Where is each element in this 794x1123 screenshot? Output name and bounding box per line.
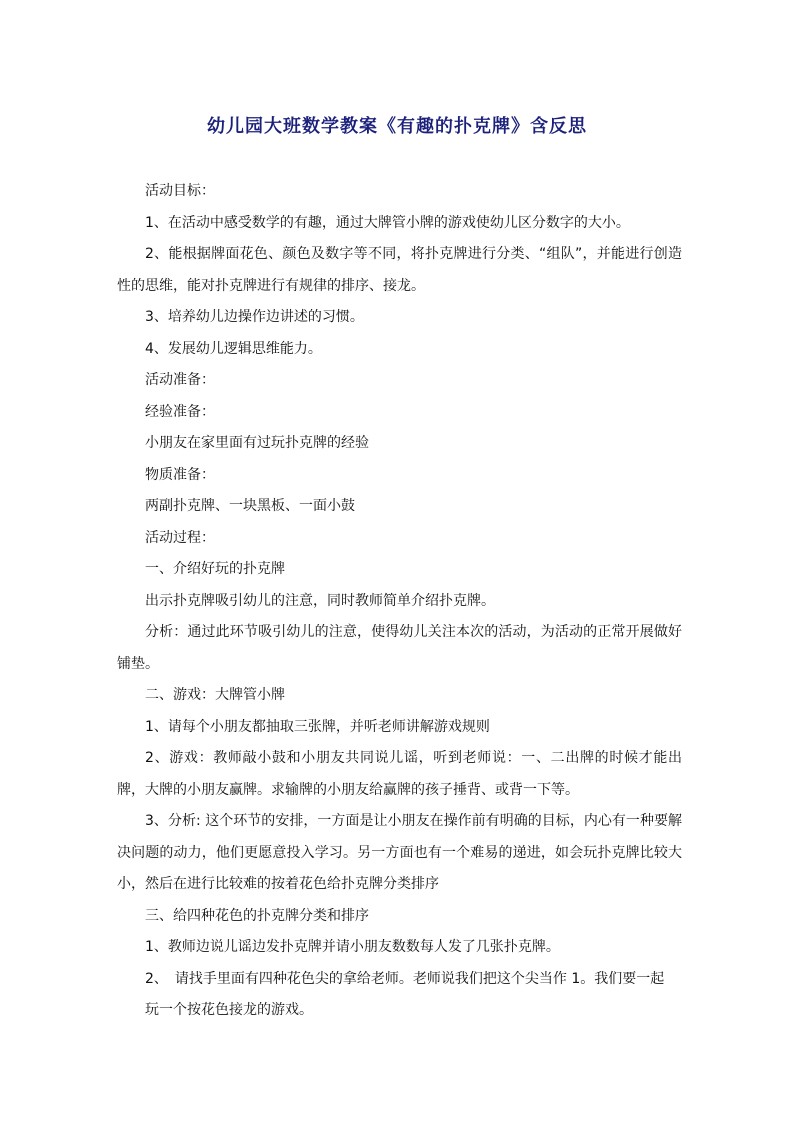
document-title: 幼儿园大班数学教案《有趣的扑克牌》含反思	[207, 116, 587, 137]
paragraph-19: 三、给四种花色的扑克牌分类和排序	[145, 907, 369, 924]
paragraph-14: 分析：通过此环节吸引幼儿的注意，使得幼儿关注本次的活动，为活动的正常开展做好铺垫。	[117, 624, 682, 672]
paragraph-2: 1、在活动中感受数学的有趣，通过大牌管小牌的游戏使幼儿区分数字的大小。	[145, 214, 630, 231]
paragraph-15: 二、游戏：大牌管小牌	[145, 687, 285, 703]
paragraph-11: 活动过程：	[145, 529, 215, 546]
paragraph-5: 4、发展幼儿逻辑思维能力。	[145, 340, 322, 357]
paragraph-22: 玩一个按花色接龙的游戏。	[145, 1002, 313, 1018]
paragraph-7: 经验准备：	[145, 403, 215, 420]
paragraph-18: 3、分析: 这个环节的安排，一方面是让小朋友在操作前有明确的目标，内心有一种要解决问题的动力，他们更愿意投入学习。另一方面也有一个难易的递进，如会玩扑克牌比较大小，然后在进行比较难的按着花色给扑克牌分类排序	[117, 813, 682, 892]
paragraph-4: 3、培养幼儿边操作边讲述的习惯。	[145, 309, 364, 325]
paragraph-12: 一、介绍好玩的扑克牌	[145, 561, 285, 577]
paragraph-9: 物质准备：	[145, 466, 215, 483]
paragraph-21: 2、 请找手里面有四种花色尖的拿给老师。老师说我们把这个尖当作 1。我们要一起	[145, 970, 665, 987]
paragraph-8: 小朋友在家里面有过玩扑克牌的经验	[145, 435, 369, 451]
paragraph-3: 2、能根据牌面花色、颜色及数字等不同，将扑克牌进行分类、“组队”，并能进行创造性的思维，能对扑克牌进行有规律的排序、接龙。	[117, 246, 682, 294]
paragraph-6: 活动准备：	[145, 372, 215, 388]
paragraph-10: 两副扑克牌、一块黑板、一面小鼓	[145, 498, 355, 514]
document-body	[117, 176, 682, 1027]
paragraph-16: 1、请每个小朋友都抽取三张牌，并听老师讲解游戏规则	[145, 718, 490, 735]
paragraph-17: 2、游戏：教师敲小鼓和小朋友共同说儿谣，听到老师说：一、二出牌的时候才能出牌，大牌的小朋友赢牌。求输牌的小朋友给赢牌的孩子捶背、或背一下等。	[117, 750, 682, 798]
paragraph-1: 活动目标：	[145, 183, 215, 199]
paragraph-13: 出示扑克牌吸引幼儿的注意，同时教师简单介绍扑克牌。	[145, 592, 495, 609]
paragraph-20: 1、教师边说儿谣边发扑克牌并请小朋友数数每人发了几张扑克牌。	[145, 939, 560, 955]
